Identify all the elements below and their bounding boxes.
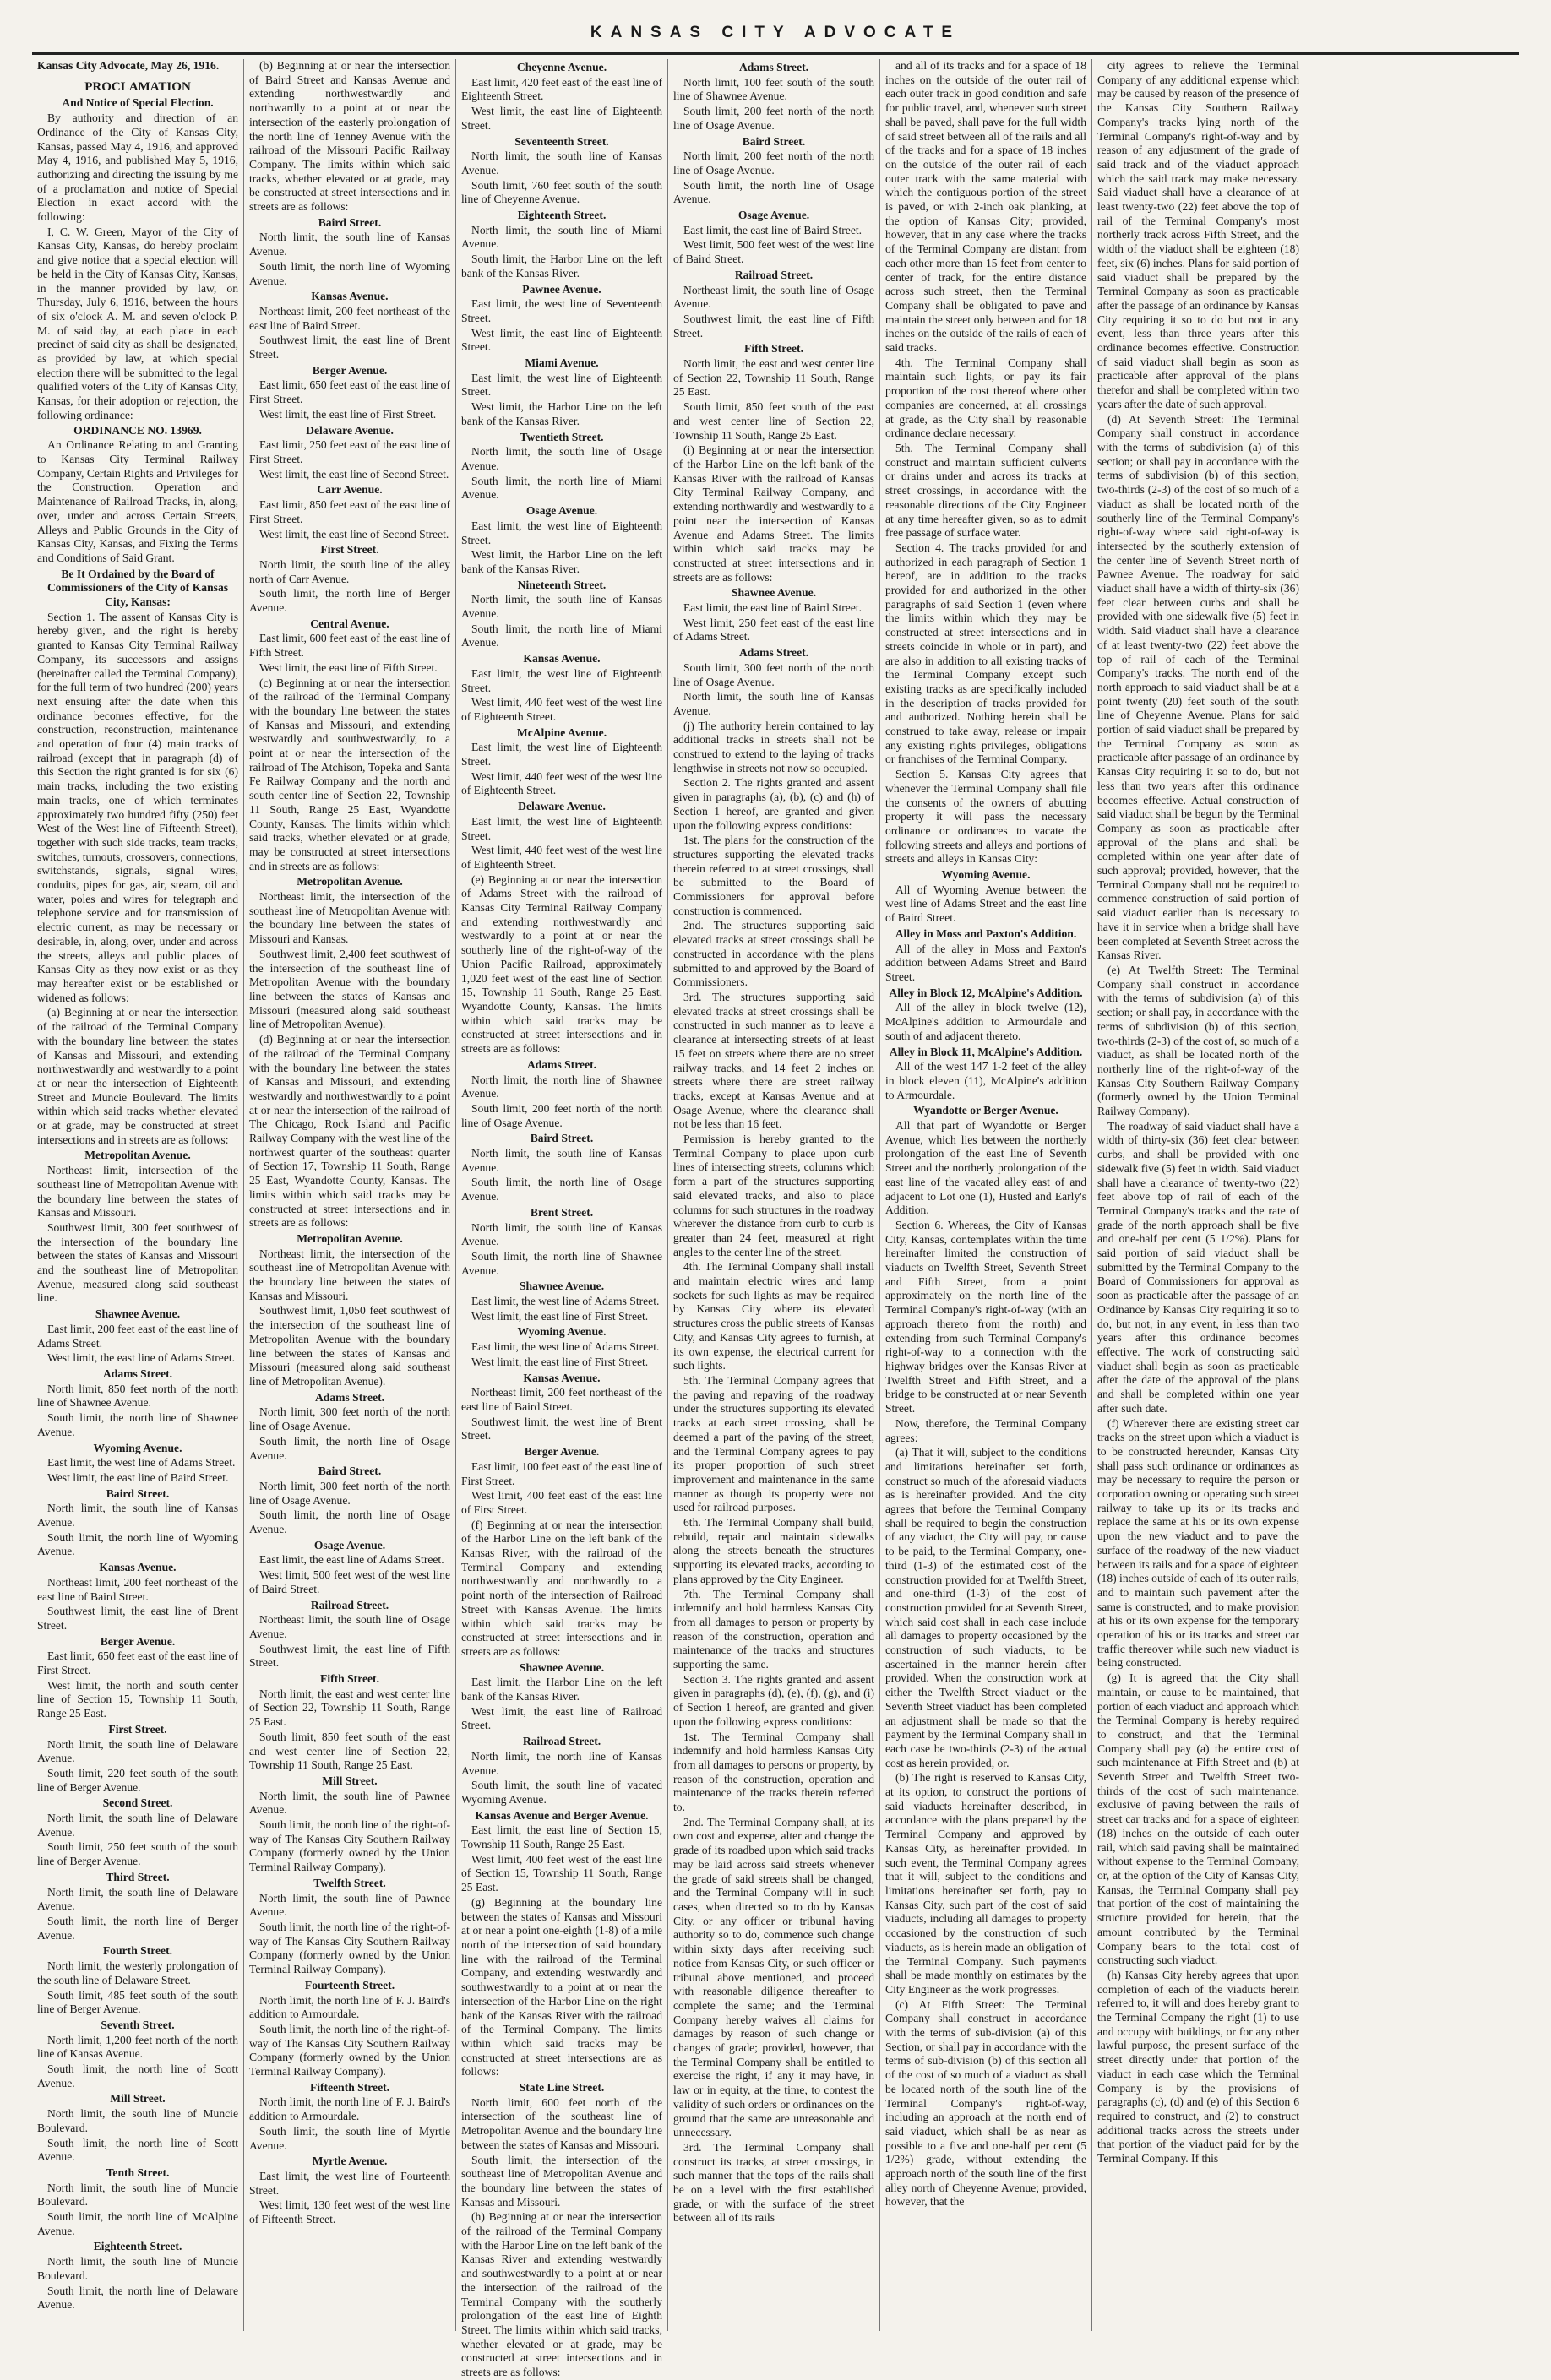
street-heading: Osage Avenue. [525, 504, 598, 518]
paragraph: North limit, 600 feet north of the intersection of the southeast line of Metropolitan Avenue and the boundary line between the states of Kansas and Missouri. [461, 2095, 662, 2151]
street-heading: Kansas Avenue. [311, 290, 389, 303]
paragraph: The roadway of said viaduct shall have a width of thirty-six (36) feet clear between curbs, and shall be provided with one sidewalk five (5) feet in width. Said viaduct shall have a clearance of twenty-two (22) feet above top of rail of each of the Terminal Company's tracks and the rate of grade of the north approach shall be five and one-half per cent (5 1/2%). Plans for said portion of said viaduct shall be submitted by the Terminal Company to the Board of Commissioners for approval as soon as practicable after the passage of an Ordinance by Kansas City requiring it so to do, but not, in any event, in less than two years after this ordinance becomes effective. The work of constructing said viaduct shall begin as soon as practicable after the date of the approval of the plans and shall be completed within one year after such date. [1097, 1119, 1299, 1415]
paragraph: South limit, the north line of the right-of-way of The Kansas City Southern Railway Company (formerly owned by the Union Terminal Railway Company). [249, 1921, 450, 1976]
street-heading: Baird Street. [530, 1132, 594, 1145]
paragraph: West limit, the east line of First Street. [471, 1355, 649, 1368]
paragraph: (f) Beginning at or near the intersection of the Harbor Line on the left bank of the Kansas River, with the railroad of the Terminal Company and extending northwestwardly and northwardly to a point north of the intersection of Railroad Street with Kansas Avenue. The limits within which said tracks may be constructed at street intersections and in streets are as follows: [461, 1518, 662, 1658]
paragraph: East limit, 420 feet east of the east line of Eighteenth Street. [461, 75, 662, 103]
paragraph: 5th. The Terminal Company agrees that the paving and repaving of the roadway under the structures supporting its elevated tracks at each street crossing, shall be deemed a part of the paving of the street, and the Terminal Company agrees to pay its proper proportion of such street improvement and maintenance in the same manner as though its property were not used for railroad purposes. [673, 1373, 874, 1514]
paragraph: All that part of Wyandotte or Berger Avenue, which lies between the northerly prolongation of the east line of Seventh Street and the northerly prolongation of the east line of the vacated alley east of and adjacent to Lot one (1), Husted and Early's Addition. [885, 1119, 1086, 1217]
paragraph: (g) It is agreed that the City shall maintain, or cause to be maintained, that portion of each viaduct and approach which the Terminal Company is hereby required to construct, and that the Terminal Company shall pay (a) the entire cost of such maintenance at Fifth Street and (b) at Seventh Street and Twelfth Street two-thirds of the cost of such maintenance, exclusive of paving between the rails of street car tracks and for a space of eighteen (18) inches on the outside of each outer rail, which said paving shall be maintained without expense to the Terminal Company, or, at the option of the City of Kansas City, Kansas, the Terminal Company shall pay that portion of the cost of maintaining the structure provided for herein, that the amount contributed by the Terminal Company bears to the total cost of constructing such viaduct. [1097, 1671, 1299, 1967]
paragraph: South limit, the north line of Wyoming Avenue. [37, 1530, 238, 1558]
paragraph: North limit, the north line of Kansas Avenue. [461, 1749, 662, 1777]
paragraph: North limit, the south line of Delaware Avenue. [37, 1812, 238, 1839]
paragraph: South limit, the north line of Osage Avenue. [249, 1508, 450, 1536]
paragraph: Southwest limit, the east line of Brent Street. [249, 334, 450, 361]
paragraph: South limit, the north line of Osage Avenue. [461, 1176, 662, 1204]
street-heading: Baird Street. [106, 1486, 170, 1500]
column-1 [32, 59, 244, 2331]
street-heading: Berger Avenue. [524, 1445, 600, 1459]
street-heading: McAlpine Avenue. [516, 725, 607, 739]
street-heading: Fourteenth Street. [304, 1978, 395, 1991]
paragraph: North limit, the south line of Kansas Avenue. [37, 1502, 238, 1530]
paragraph: North limit, 300 feet north of the north line of Osage Avenue. [249, 1479, 450, 1507]
column-5 [880, 59, 1092, 2331]
paragraph: North limit, 850 feet north of the north line of Shawnee Avenue. [37, 1382, 238, 1410]
street-heading: Shawnee Avenue. [519, 1660, 605, 1674]
paragraph: South limit, the south line of Myrtle Avenue. [249, 2124, 450, 2152]
paragraph: West limit, the east line of First Street. [259, 407, 437, 421]
street-heading: Berger Avenue. [312, 363, 388, 377]
paragraph: (h) Kansas City hereby agrees that upon completion of each of the viaducts herein referred to, it will and does hereby grant to the Terminal Company the right (1) to use and occupy with buildings, or for any other lawful purpose, the present surface of the street directly under that portion of the viaduct in each case which the Terminal Company is by the provisions of paragraphs (c), (d) and (e) of this Section 6 required to construct, and (2) to construct additional tracks across the streets under that portion of the viaduct paid for by the Terminal Company. If this [1097, 1968, 1299, 2165]
street-heading: First Street. [108, 1722, 167, 1736]
street-heading: Railroad Street. [522, 1735, 601, 1748]
paragraph: West limit, the east line of Eighteenth Street. [461, 105, 662, 132]
street-heading: Twentieth Street. [520, 430, 604, 443]
paragraph: East limit, 200 feet east of the east line of Adams Street. [37, 1322, 238, 1350]
paragraph: West limit, the east line of Railroad Street. [461, 1704, 662, 1732]
paragraph: North limit, the south line of Osage Avenue. [461, 445, 662, 472]
paragraph: An Ordinance Relating to and Granting to Kansas City Terminal Railway Company, Certain Rights and Privileges for the Construction, Operation and Maintenance of Railroad Tracks, in, along, over, under and across Certain Streets, Alleys and Public Grounds in the City of Kansas City, Kansas, and Fixing the Terms and Conditions of Said Grant. [37, 438, 238, 564]
paragraph: North limit, the east and west center line of Section 22, Township 11 South, Range 25 East. [249, 1687, 450, 1729]
street-heading: Adams Street. [738, 646, 809, 660]
paragraph: Section 6. Whereas, the City of Kansas City, Kansas, contemplates within the time hereinafter limited the construction of viaducts on Twelfth Street, Seventh Street and Fifth Street, from a point approximately on the north line of the Terminal Company's right-of-way (with an approach thereto from the north) and extending from such Terminal Company's right-of-way to a connection with the highway bridges over the Kansas River at Twelfth Street and Fifth Street, and a bridge to be constructed at or near Seventh Street. [885, 1218, 1086, 1416]
paragraph: 3rd. The Terminal Company shall construct its tracks, at street crossings, in such manner that the tops of the rails shall be on a level with the first established grade, or with the surface of the street between all of its rails [673, 2140, 874, 2225]
paragraph: West limit, 440 feet west of the west line of Eighteenth Street. [461, 696, 662, 723]
street-heading: Adams Street. [526, 1057, 597, 1071]
paragraph: 6th. The Terminal Company shall build, rebuild, repair and maintain sidewalks along the streets beneath the structures supporting its elevated tracks, according to plans approved by the City Engineer. [673, 1516, 874, 1585]
street-heading: Shawnee Avenue. [731, 586, 817, 600]
paragraph: South limit, the north line of Shawnee Avenue. [461, 1249, 662, 1277]
paragraph: East limit, the west line of Eighteenth Street. [461, 371, 662, 399]
street-heading: Kansas Avenue. [99, 1561, 177, 1574]
paragraph: 1st. The plans for the construction of the structures supporting the elevated tracks therein referred to at street crossings, shall be submitted to the Board of Commissioners for approval before construction is commenced. [673, 834, 874, 917]
paragraph: East limit, the east line of Section 15, Township 11 South, Range 25 East. [461, 1823, 662, 1851]
street-heading: Delaware Avenue. [518, 800, 606, 813]
paragraph: North limit, the south line of the alley north of Carr Avenue. [249, 557, 450, 585]
street-heading: Osage Avenue. [313, 1538, 386, 1551]
street-heading: Shawnee Avenue. [95, 1307, 181, 1321]
paragraph: Northeast limit, 200 feet northeast of the east line of Baird Street. [37, 1575, 238, 1603]
paragraph: (c) At Fifth Street: The Terminal Company shall construct in accordance with the terms of sub-division (a) of this Section, or shall pay in accordance with the terms of sub-division (b) of this section all of the cost of so much of a viaduct as shall be located north of the south line of the Terminal Company's right-of-way, including an approach at the north end of said viaduct, which shall be as near as possible to a five and one-half per cent (5 1/2%) grade, without extending the approach north of the south line of the first alley north of Cheyenne Avenue; provided, however, that the [885, 1997, 1086, 2209]
paragraph: (j) The authority herein contained to lay additional tracks in streets shall not be construed to extend to the laying of tracks lengthwise in streets not now so occupied. [673, 719, 874, 774]
paragraph: South limit, the north line of Osage Avenue. [249, 1434, 450, 1462]
paragraph: West limit, the east line of Second Street. [259, 467, 449, 481]
paragraph: South limit, 250 feet south of the south line of Berger Avenue. [37, 1840, 238, 1868]
paragraph: North limit, 300 feet north of the north line of Osage Avenue. [249, 1405, 450, 1433]
paragraph: (b) Beginning at or near the intersection of Baird Street and Kansas Avenue and extending northwestwardly and northwardly to a point at or near the intersection of the easterly prolongation of the north line of Tenney Avenue with the railroad of the Missouri Pacific Railway Company. The limits within which said tracks, whether elevated or at grade, may be constructed at street intersections and in streets are as follows: [249, 59, 450, 214]
paragraph: East limit, 850 feet east of the east line of First Street. [249, 498, 450, 525]
paragraph: West limit, the east line of Second Street. [259, 527, 449, 541]
paragraph: North limit, 100 feet south of the south line of Shawnee Avenue. [673, 75, 874, 103]
paragraph: South limit, the north line of Berger Avenue. [249, 587, 450, 615]
paragraph: West limit, the east line of Adams Street. [47, 1351, 236, 1365]
paragraph: North limit, the south line of Pawnee Avenue. [249, 1789, 450, 1817]
paragraph: South limit, the intersection of the southeast line of Metropolitan Avenue and the boundary line between the states of Kansas and Missouri. [461, 2153, 662, 2209]
paragraph: (e) Beginning at or near the intersection of Adams Street with the railroad of Kansas City Terminal Railway Company and extending northwestwardly and westwardly to a point at or near the southerly line of the right-of-way of the Union Pacific Railroad, approximately 1,020 feet west of the east line of Section 15, Township 11 South, Range 25 East, Wyandotte County, Kansas. The limits within which said tracks may be constructed at street intersections and in streets are as follows: [461, 872, 662, 1056]
paragraph: East limit, the west line of Eighteenth Street. [461, 741, 662, 769]
paragraph: Section 2. The rights granted and assent given in paragraphs (a), (b), (c) and (h) of Section 1 hereof, are granted and given upon the following express conditions: [673, 776, 874, 832]
paragraph: East limit, 250 feet east of the east line of First Street. [249, 438, 450, 465]
street-heading: Wyoming Avenue. [941, 868, 1031, 882]
street-heading: Alley in Block 11, McAlpine's Addition. [889, 1045, 1083, 1058]
paragraph: South limit, 200 feet north of the north line of Osage Avenue. [461, 1101, 662, 1129]
paragraph: West limit, 250 feet east of the east line of Adams Street. [673, 616, 874, 644]
paragraph: Southwest limit, 1,050 feet southwest of the intersection of the southeast line of Metropolitan Avenue with the boundary line between the states of Kansas and Missouri (measured along said southeast line of Metropolitan Avenue). [249, 1304, 450, 1388]
paragraph: North limit, the south line of Kansas Avenue. [249, 231, 450, 258]
paragraph: East limit, the east line of Baird Street. [683, 601, 863, 615]
paragraph: All of the west 147 1-2 feet of the alley in block eleven (11), McAlpine's addition to Armourdale. [885, 1060, 1086, 1101]
paragraph: North limit, the south line of Muncie Boulevard. [37, 2107, 238, 2134]
paragraph: Southwest limit, the east line of Fifth Street. [249, 1642, 450, 1670]
paragraph: North limit, the south line of Kansas Avenue. [461, 593, 662, 621]
street-heading: Seventh Street. [101, 2018, 175, 2031]
paragraph: South limit, the north line of Berger Avenue. [37, 1915, 238, 1942]
street-heading: Delaware Avenue. [306, 423, 394, 437]
paragraph: city agrees to relieve the Terminal Company of any additional expense which may be caused by reason of the presence of the Kansas City Southern Railway Company's tracks lying north of the Terminal Company's right-of-way and by reason of any adjustment of the grade of said track and of the viaduct approach which the said track may make necessary. Said viaduct shall have a clearance of at least twenty-two (22) feet above the top of rail of the Terminal Company's most northerly track across Fifth Street, and the width of the viaduct shall be eighteen (18) feet, six (6) inches. Plans for said portion of said viaduct shall be prepared by the Terminal Company as soon as practicable after the passage of an ordinance by Kansas City requiring it so to do but not in any event, less than three years after this ordinance becomes effective. Construction of said viaduct shall begin as soon as practicable after approval of the plans therefor and shall be completed within two years after the date of such approval. [1097, 59, 1299, 410]
paragraph: East limit, 600 feet east of the east line of Fifth Street. [249, 632, 450, 660]
paragraph: North limit, the north line of Shawnee Avenue. [461, 1073, 662, 1100]
column-6 [1092, 59, 1304, 2331]
paragraph: South limit, the north line of Shawnee Avenue. [37, 1411, 238, 1438]
paragraph: South limit, the north line of the right-of-way of The Kansas City Southern Railway Company (formerly owned by the Union Terminal Railway Company). [249, 1818, 450, 1874]
street-heading: Brent Street. [530, 1205, 594, 1219]
paragraph: Now, therefore, the Terminal Company agrees: [885, 1416, 1086, 1444]
column-4 [668, 59, 880, 2331]
paragraph: South limit, the north line of Scott Avenue. [37, 2062, 238, 2089]
paragraph: (i) Beginning at or near the intersection of the Harbor Line on the left bank of the Kansas River with the railroad of Kansas City Terminal Railway Company, and extending northwardly and westwardly to a point near the intersection of Kansas Avenue and Adams Street. The limits within which said tracks may be constructed at street intersections and in streets are as follows: [673, 443, 874, 584]
paragraph: East limit, the west line of Eighteenth Street. [461, 519, 662, 546]
paragraph: West limit, the north and south center line of Section 15, Township 11 South, Range 25 East. [37, 1678, 238, 1720]
paragraph: North limit, the south line of Miami Avenue. [461, 223, 662, 251]
paragraph: South limit, 850 feet south of the east and west center line of Section 22, Township 11 South, Range 25 East. [673, 400, 874, 442]
paragraph: (a) Beginning at or near the intersection of the railroad of the Terminal Company with the boundary line between the states of Kansas and Missouri, and extending northwestwardly and westwardly to a point at or near the intersection of Eighteenth Street and Muncie Boulevard. The limits within which said tracks whether elevated or at grade, may be constructed at street intersections and in streets are as follows: [37, 1006, 238, 1146]
paragraph: (d) At Seventh Street: The Terminal Company shall construct in accordance with the terms of subdivision (a) of this section; or shall pay in accordance with the terms of subdivision (b) of this section, two-thirds (2-3) of the cost of so much of a viaduct as shall be located north of the southerly line of the Terminal Company's right-of-way where said right-of-way is intersected by the southerly extension of the center line of Seventh Street north of Pawnee Avenue. The roadway for said viaduct shall have a width of thirty-six (36) feet clear between curbs and shall be provided with one sidewalk five (5) feet in width. Said viaduct shall have a clearance of at least twenty-two (22) feet above the top of rail of each of the Terminal Company's tracks. The north end of the north approach to said viaduct shall be at a point twenty (20) feet south of the south line of Cheyenne Avenue. Plans for said portion of said viaduct shall be prepared by the Terminal Company as soon as practicable after passage of an ordinance by Kansas City requiring it so to do, but not less than two years after this ordinance becomes effective. Actual construction of said viaduct shall be begun by the Terminal Company as soon as practicable after approval of the plans and shall be completed within one year after date of such approval; provided, however, that the Terminal Company shall not be required to commence construction of said portion of said viaduct earlier than is necessary to have it in service when a bridge shall have been completed at Seventh Street across the Kansas River. [1097, 412, 1299, 962]
paragraph: Northeast limit, 200 feet northeast of the east line of Baird Street. [249, 304, 450, 332]
paragraph: South limit, 200 feet north of the north line of Osage Avenue. [673, 105, 874, 132]
paragraph: East limit, the west line of Adams Street. [471, 1295, 660, 1308]
street-heading: Nineteenth Street. [517, 578, 607, 591]
street-heading: Baird Street. [742, 134, 806, 148]
street-heading: Kansas Avenue. [523, 652, 601, 666]
street-heading: Myrtle Avenue. [312, 2154, 388, 2168]
paragraph: West limit, the east line of Baird Street. [47, 1470, 229, 1484]
paragraph: West limit, the east line of Eighteenth Street. [461, 326, 662, 354]
street-heading: Fifth Street. [320, 1672, 379, 1686]
paragraph: Northeast limit, the south line of Osage Avenue. [249, 1613, 450, 1640]
proclamation-subtitle: And Notice of Special Election. [62, 96, 214, 110]
paragraph: 2nd. The Terminal Company shall, at its own cost and expense, alter and change the grade of its roadbed upon which said tracks may be laid across said streets whenever the grade of said streets shall be changed, and the Terminal Company will in such cases, when directed so to do by Kansas City, or any officer or tribunal having authority so to do, commence such change within sixty days after receiving such notice from Kansas City, or such officer or tribunal above mentioned, and proceed with reasonable diligence thereafter to complete the same; and the Terminal Company hereby waives all claims for damages by reason of such change or changes of grade; provided, however, that the Terminal Company shall be entitled to exercise the right, if any it may have, in law or in equity, at the time, to contest the validity of such orders or ordinances on the ground that the same are unreasonable and unnecessary. [673, 1815, 874, 2139]
paragraph: South limit, the Harbor Line on the left bank of the Kansas River. [461, 253, 662, 280]
street-heading: Be It Ordained by the Board of Commissioners of the City of Kansas City, Kansas: [46, 567, 229, 609]
paragraph: East limit, the west line of Adams Street. [471, 1340, 660, 1354]
paragraph: East limit, 650 feet east of the east line of First Street. [249, 378, 450, 406]
paragraph: Section 5. Kansas City agrees that whenever the Terminal Company shall file the consents of the owners of abutting property it will pass the necessary ordinance or ordinances to vacate the following streets and alleys and portions of streets and alleys in Kansas City: [885, 768, 1086, 866]
paragraph: South limit, 300 feet north of the north line of Osage Avenue. [673, 660, 874, 688]
paragraph: North limit, the south line of Kansas Avenue. [673, 690, 874, 717]
street-heading: First Street. [320, 543, 379, 557]
dateline: Kansas City Advocate, May 26, 1916. [37, 59, 220, 72]
street-heading: Alley in Block 12, McAlpine's Addition. [889, 986, 1083, 999]
street-heading: Eighteenth Street. [93, 2240, 182, 2253]
paragraph: West limit, 130 feet west of the west line of Fifteenth Street. [249, 2198, 450, 2226]
paragraph: (g) Beginning at the boundary line between the states of Kansas and Missouri at or near a point one-eighth (1-8) of a mile north of the intersection of said boundary line with the railroad of the Terminal Company, and extending westwardly and southwestwardly to a point at or near the intersection of the Harbor Line on the right bank of the Kansas River with the railroad of the Terminal Company. The limits within which said tracks may be constructed at street intersections are as follows: [461, 1895, 662, 2078]
paragraph: North limit, the south line of Muncie Boulevard. [37, 2181, 238, 2209]
paragraph: (h) Beginning at or near the intersection of the railroad of the Terminal Company with the Harbor Line on the left bank of the Kansas River and extending westwardly and southwestwardly to a point at or near the intersection of the railroad of the Terminal Company with the southerly prolongation of the east line of Eighth Street. The limits within which said tracks, whether elevated or at grade, may be constructed at street intersections and in streets are as follows: [461, 2210, 662, 2379]
paragraph: South limit, the north line of Delaware Avenue. [37, 2284, 238, 2312]
street-heading: Tenth Street. [106, 2165, 170, 2179]
paragraph: North limit, the south line of Kansas Avenue. [461, 149, 662, 177]
paragraph: East limit, 100 feet east of the east line of First Street. [461, 1459, 662, 1487]
masthead-rule [32, 52, 1519, 55]
street-heading: Berger Avenue. [100, 1634, 176, 1648]
street-heading: Fifteenth Street. [309, 2080, 390, 2094]
paragraph: 2nd. The structures supporting said elevated tracks at street crossings shall be constructed in accordance with the plans submitted to and approved by the Board of Commissioners. [673, 919, 874, 989]
paragraph: North limit, the westerly prolongation of the south line of Delaware Street. [37, 1959, 238, 1986]
paragraph: South limit, 850 feet south of the east and west center line of Section 22, Township 11 South, Range 25 East. [249, 1730, 450, 1772]
paragraph: North limit, the north line of F. J. Baird's addition to Armourdale. [249, 2095, 450, 2123]
paragraph: 1st. The Terminal Company shall indemnify and hold harmless Kansas City from all damages to persons or property, by reason of the construction, operation and maintenance of the tracks therein referred to. [673, 1730, 874, 1814]
street-heading: Adams Street. [314, 1390, 385, 1404]
paragraph: 4th. The Terminal Company shall install and maintain electric wires and lamp sockets for such lights as may be required by Kansas City where its elevated structures cross the public streets of Kansas City, and Kansas City agrees to furnish, at its own expense, the electrical current for such lights. [673, 1260, 874, 1372]
paragraph: West limit, 440 feet west of the west line of Eighteenth Street. [461, 769, 662, 797]
paragraph: I, C. W. Green, Mayor of the City of Kansas City, Kansas, do hereby proclaim and give notice that a special election will be held in the City of Kansas City, Kansas, in the manner provided by law, on Thursday, July 6, 1916, between the hours of six o'clock A. M. and seven o'clock P. M. of said day, at each place in each precinct of said city as shall be designated, as provided by law, at which special election there will be submitted to the legal qualified voters of the City of Kansas City, Kansas, for their adoption or rejection, the following ordinance: [37, 225, 238, 421]
paragraph: East limit, the west line of Eighteenth Street. [461, 814, 662, 842]
paragraph: West limit, the Harbor Line on the left bank of the Kansas River. [461, 400, 662, 427]
paragraph: West limit, 500 feet west of the west line of Baird Street. [673, 238, 874, 266]
proclamation-title: PROCLAMATION [84, 79, 191, 94]
paragraph: Section 3. The rights granted and assent given in paragraphs (d), (e), (f), (g), and (i) of Section 1 hereof, are granted and given upon the following express conditions: [673, 1672, 874, 1728]
column-2 [244, 59, 456, 2331]
paragraph: All of Wyoming Avenue between the west line of Adams Street and the east line of Baird Street. [885, 883, 1086, 925]
street-heading: Carr Avenue. [317, 483, 383, 497]
paragraph: South limit, the north line of Miami Avenue. [461, 474, 662, 502]
paragraph: South limit, the north line of Miami Avenue. [461, 622, 662, 649]
street-heading: Mill Street. [110, 2092, 166, 2106]
paragraph: North limit, the east and west center line of Section 22, Township 11 South, Range 25 East. [673, 357, 874, 399]
paragraph: West limit, the east line of First Street. [471, 1309, 649, 1323]
street-heading: Railroad Street. [310, 1598, 389, 1611]
paragraph: North limit, the south line of Kansas Avenue. [461, 1220, 662, 1248]
paragraph: West limit, 440 feet west of the west line of Eighteenth Street. [461, 844, 662, 871]
paragraph: East limit, the west line of Seventeenth Street. [461, 297, 662, 324]
street-heading: Baird Street. [318, 1464, 382, 1478]
street-heading: Seventeenth Street. [514, 134, 609, 148]
paragraph: South limit, the south line of vacated Wyoming Avenue. [461, 1779, 662, 1806]
street-heading: Eighteenth Street. [517, 209, 607, 222]
street-heading: State Line Street. [519, 2081, 605, 2095]
paragraph: West limit, 400 feet west of the east line of Section 15, Township 11 South, Range 25 East. [461, 1852, 662, 1894]
street-heading: Railroad Street. [734, 268, 814, 281]
street-heading: Cheyenne Avenue. [516, 61, 607, 73]
paragraph: (a) That it will, subject to the conditions and limitations hereinafter set forth, construct so much of the aforesaid viaducts as is hereinafter provided. And the city agrees that before the Terminal Company shall be required to begin the construction of any viaduct, the City will pay, or cause to be paid, to the Terminal Company, one-third (1-3) of the estimated cost of the construction provided for at Twelfth Street, and one-third (1-3) of the cost of construction provided for at Seventh Street, which said cost shall in each case include all damages to property occasioned by the construction of such viaducts, to be ascertained in the manner herein after provided. When the construction work at either the Twelfth Street viaduct or the Seventh Street viaduct has been completed an adjustment shall be made so that the payment by the Terminal Company shall in each case be two-thirds (2-3) of the actual cost as herein provided, or. [885, 1446, 1086, 1769]
street-heading: Wyoming Avenue. [93, 1441, 182, 1454]
paragraph: 7th. The Terminal Company shall indemnify and hold harmless Kansas City from all damages to person or property by reason of the construction, operation and maintenance of the tracks and structures supporting the same. [673, 1587, 874, 1671]
paragraph: Northeast limit, intersection of the southeast line of Metropolitan Avenue with the boundary line between the states of Kansas and Missouri. [37, 1164, 238, 1220]
paragraph: North limit, 200 feet north of the north line of Osage Avenue. [673, 149, 874, 177]
paragraph: (d) Beginning at or near the intersection of the railroad of the Terminal Company with the boundary line between the states of Kansas and Missouri, and extending westwardly and northwestwardly to a point at or near the intersection of the railroad of The Chicago, Rock Island and Pacific Railway Company with the west line of the northwest quarter of the southeast quarter of Section 17, Township 11 South, Range 25 East, Wyandotte County, Kansas. The limits within which said tracks may be constructed at street intersections and in streets are as follows: [249, 1033, 450, 1230]
street-heading: Osage Avenue. [737, 209, 810, 222]
paragraph: West limit, 500 feet west of the west line of Baird Street. [249, 1568, 450, 1595]
paragraph: (b) The right is reserved to Kansas City, at its option, to construct the portions of said viaducts hereinafter described, in accordance with the plans prepared by the Terminal Company and approved by Kansas City, as hereinafter provided. In such event, the Terminal Company agrees that it will, subject to the conditions and limitations hereinafter set forth, pay to Kansas City, such part of the cost of said viaducts, including all damages to property occasioned by the construction of such viaducts, as is herein made an obligation of the Terminal Company. Such payments shall be made monthly on estimates by the City Engineer as the work progresses. [885, 1771, 1086, 1996]
street-heading: Adams Street. [102, 1367, 173, 1380]
street-heading: Fourth Street. [102, 1944, 173, 1958]
paragraph: Southwest limit, the east line of Brent Street. [37, 1605, 238, 1632]
paragraph: West limit, the east line of Fifth Street. [259, 660, 438, 674]
paragraph: East limit, the east line of Adams Street. [259, 1553, 444, 1567]
street-heading: Metropolitan Avenue. [297, 875, 403, 888]
paragraph: South limit, the north line of Osage Avenue. [673, 178, 874, 206]
masthead: KANSAS CITY ADVOCATE [590, 24, 961, 41]
paragraph: South limit, the north line of McAlpine Avenue. [37, 2210, 238, 2237]
paragraph: South limit, the north line of Wyoming Avenue. [249, 259, 450, 287]
paragraph: and all of its tracks and for a space of 18 inches on the outside of the outer rail of each outer track in good condition and safe for public travel, and, whenever such street shall be paved, shall pave for the full width of said street between all of the rails and all of the tracks and for a space of 18 inches on the outside of the outer rail of each outer track with the same material with which the contiguous portion of the street is paved, or with 2-inch oak planking, at the option of Kansas City; provided, however, that in any case where the tracks of the Terminal Company are distant from each other more than 15 feet from center to center of track, for the entire distance across such street, then the Terminal Company shall be obligated to pave and maintain the street only between and for 18 inches on the outside of the rails of each of said tracks. [885, 59, 1086, 355]
paragraph: South limit, the north line of the right-of-way of The Kansas City Southern Railway Company (formerly owned by the Union Terminal Railway Company). [249, 2022, 450, 2078]
paragraph: North limit, the south line of Delaware Avenue. [37, 1885, 238, 1913]
street-heading: Fifth Street. [744, 342, 803, 356]
paragraph: East limit, the east line of Baird Street. [683, 223, 863, 236]
paragraph: (f) Wherever there are existing street car tracks on the street upon which a viaduct is to be constructed hereunder, Kansas City shall pass such ordinance or ordinances as may be necessary to require the person or corporation owning or operating such street railway to take up its or its tracks and replace the same at his or its own expense upon the new viaduct and to pave the surface of the roadway of the new viaduct between its rails and for a space of eighteen (18) inches outside of each of its outer rails, and to maintain such pavement after the same is constructed, and to make provision at his or its own expense for the temporary operation of his or its tracks and street car traffic thereover while such new viaduct is being constructed. [1097, 1416, 1299, 1670]
paragraph: North limit, the south line of Pawnee Avenue. [249, 1891, 450, 1919]
paragraph: Northeast limit, the intersection of the southeast line of Metropolitan Avenue with the boundary line between the states of Missouri and Kansas. [249, 890, 450, 946]
paragraph: Southwest limit, the west line of Brent Street. [461, 1415, 662, 1443]
street-heading: Third Street. [106, 1870, 170, 1883]
paragraph: Southwest limit, 2,400 feet southwest of the intersection of the southeast line of Metropolitan Avenue with the boundary line between the states of Kansas and Missouri (measured along said southeast line of Metropolitan Avenue). [249, 947, 450, 1031]
paragraph: East limit, the west line of Adams Street. [47, 1456, 236, 1470]
paragraph: West limit, the Harbor Line on the left bank of the Kansas River. [461, 548, 662, 575]
street-heading: Kansas Avenue and Berger Avenue. [475, 1808, 649, 1822]
street-heading: Mill Street. [322, 1774, 378, 1787]
paragraph: West limit, 400 feet east of the east line of First Street. [461, 1489, 662, 1516]
street-heading: Twelfth Street. [313, 1876, 386, 1889]
paragraph: (c) Beginning at or near the intersection of the railroad of the Terminal Company with the boundary line between the states of Kansas and Missouri, and extending westwardly and southwestwardly, to a point at or near the intersection of the railroad of The Atchison, Topeka and Santa Fe Railway Company and the north and south center line of Section 22, Township 11 South, Range 25 East, Wyandotte County, Kansas. The limits within which said tracks, whether elevated or at grade, may be constructed at street intersections and in streets are as follows: [249, 676, 450, 872]
paragraph: Southwest limit, 300 feet southwest of the intersection of the boundary line between the states of Kansas and Missouri and the southeast line of Metropolitan Avenue, measured along said southeast line. [37, 1220, 238, 1305]
paragraph: By authority and direction of an Ordinance of the City of Kansas City, Kansas, passed May 4, 1916, and approved May 4, 1916, and published May 5, 1916, authorizing and directing the issuing by me of a proclamation and notice of Special Election in exact accord with the following: [37, 111, 238, 224]
street-heading: Baird Street. [318, 215, 382, 229]
paragraph: North limit, the south line of Kansas Avenue. [461, 1147, 662, 1174]
paragraph: North limit, the north line of F. J. Baird's addition to Armourdale. [249, 1993, 450, 2021]
street-heading: Second Street. [102, 1796, 173, 1810]
paragraph: Northeast limit, the south line of Osage Avenue. [673, 283, 874, 311]
street-heading: Central Avenue. [310, 617, 389, 630]
columns [32, 59, 1519, 2379]
street-heading: Adams Street. [738, 61, 809, 73]
paragraph: Section 1. The assent of Kansas City is hereby given, and the right is hereby granted to Kansas City Terminal Railway Company, its successors and assigns (hereinafter called the Terminal Company), for the full term of two hundred (200) years next ensuing after the date when this ordinance becomes effective, for the construction, reconstruction, maintenance and operation of four (4) main tracks of railroad (except that in paragraph (d) of this Section the right granted is for six (6) main tracks, including the two existing main tracks, one of which terminates approximately two hundred fifty (250) feet West of the West line of Fifteenth Street), together with such side tracks, team tracks, switches, turnouts, crossovers, connections, switchstands, signals, signal wires, conduits, pipes for gas, air, steam, oil and water, poles and wires for telegraph and telephone service and for transmission of electric current, as may be necessary or desirable, in, along, over, under and across the streets, alleys and public places of Kansas City as they now exist or as they may hereafter exist or be established or widened as follows: [37, 610, 238, 1004]
column-3 [456, 59, 668, 2379]
paragraph: Northeast limit, 200 feet northeast of the east line of Baird Street. [461, 1386, 662, 1413]
paragraph: 5th. The Terminal Company shall construct and maintain sufficient culverts or drains under and across its tracks at street crossings, in accordance with the reasonable directions of the City Engineer at any time hereafter given, so as to admit free passage of surface water. [885, 441, 1086, 540]
paragraph: Permission is hereby granted to the Terminal Company to place upon curb lines of intersecting streets, columns which form a part of the structures supporting said elevated tracks, and also to place columns for such structures in the roadway wherever the distance from curb to curb is greater than 24 feet, measured at right angles to the center line of the street. [673, 1133, 874, 1258]
paragraph: (e) At Twelfth Street: The Terminal Company shall construct in accordance with the terms of subdivision (a) of this section; or shall pay, in accordance with the terms of subdivision (b) of this section, two-thirds (2-3) of the cost of, so much of a viaduct, as shall be located north of the northerly line of the right-of-way of the Kansas City Southern Railway Company (formerly owned by the Union Terminal Railway Company). [1097, 964, 1299, 1118]
paragraph: 4th. The Terminal Company shall maintain such lights, or pay its fair proportion of the cost thereof where other companies are concerned, at all crossings at grade, as the City shall by reasonable ordinance declare necessary. [885, 356, 1086, 440]
street-heading: Alley in Moss and Paxton's Addition. [895, 926, 1077, 940]
street-heading: Metropolitan Avenue. [297, 1231, 403, 1245]
paragraph: East limit, 650 feet east of the east line of First Street. [37, 1649, 238, 1677]
ordinance-number: ORDINANCE NO. 13969. [73, 423, 202, 437]
paragraph: All of the alley in block twelve (12), McAlpine's addition to Armourdale and south of and adjacent thereto. [885, 1001, 1086, 1042]
paragraph: All of the alley in Moss and Paxton's addition between Adams Street and Baird Street. [885, 942, 1086, 983]
paragraph: North limit, the south line of Muncie Boulevard. [37, 2255, 238, 2282]
paragraph: South limit, the north line of Scott Avenue. [37, 2136, 238, 2164]
paragraph: South limit, 485 feet south of the south line of Berger Avenue. [37, 1988, 238, 2016]
street-heading: Pawnee Avenue. [522, 282, 601, 296]
paragraph: East limit, the west line of Fourteenth Street. [249, 2169, 450, 2197]
street-heading: Wyoming Avenue. [517, 1325, 607, 1339]
paragraph: North limit, the south line of Delaware Avenue. [37, 1737, 238, 1765]
paragraph: East limit, the west line of Eighteenth Street. [461, 666, 662, 694]
paragraph: Section 4. The tracks provided for and authorized in each paragraph of Section 1 hereof, are in addition to the tracks provided for and authorized in the other paragraphs of said Section 1 (even where the limits within which they may be constructed at street intersections and in streets coincide in whole or in part), and are also in addition to all existing tracks of the Terminal Company except such existing tracks as are specifically included in the description of tracks provided for and authorized. Nothing herein shall be construed to take away, release or impair any existing rights privileges, obligations or franchises of the Terminal Company. [885, 541, 1086, 766]
paragraph: South limit, 760 feet south of the south line of Cheyenne Avenue. [461, 178, 662, 206]
street-heading: Miami Avenue. [525, 356, 599, 370]
paragraph: South limit, 220 feet south of the south line of Berger Avenue. [37, 1766, 238, 1794]
paragraph: East limit, the Harbor Line on the left bank of the Kansas River. [461, 1676, 662, 1703]
paragraph: Southwest limit, the east line of Fifth Street. [673, 312, 874, 340]
paragraph: North limit, 1,200 feet north of the north line of Kansas Avenue. [37, 2033, 238, 2061]
street-heading: Wyandotte or Berger Avenue. [913, 1104, 1058, 1117]
street-heading: Metropolitan Avenue. [84, 1149, 191, 1162]
street-heading: Shawnee Avenue. [519, 1280, 605, 1293]
street-heading: Kansas Avenue. [523, 1371, 601, 1384]
paragraph: Northeast limit, the intersection of the southeast line of Metropolitan Avenue with the boundary line between the states of Kansas and Missouri. [249, 1247, 450, 1302]
paragraph: 3rd. The structures supporting said elevated tracks at street crossings shall be constructed in such manner as to leave a clearance at intersecting streets of at least 15 feet on streets where there are no street railway tracks, and 14 feet 2 inches on streets where there are street railway tracks, except at Kansas Avenue and at Osage Avenue, where the clearance shall not be less than 16 feet. [673, 991, 874, 1131]
